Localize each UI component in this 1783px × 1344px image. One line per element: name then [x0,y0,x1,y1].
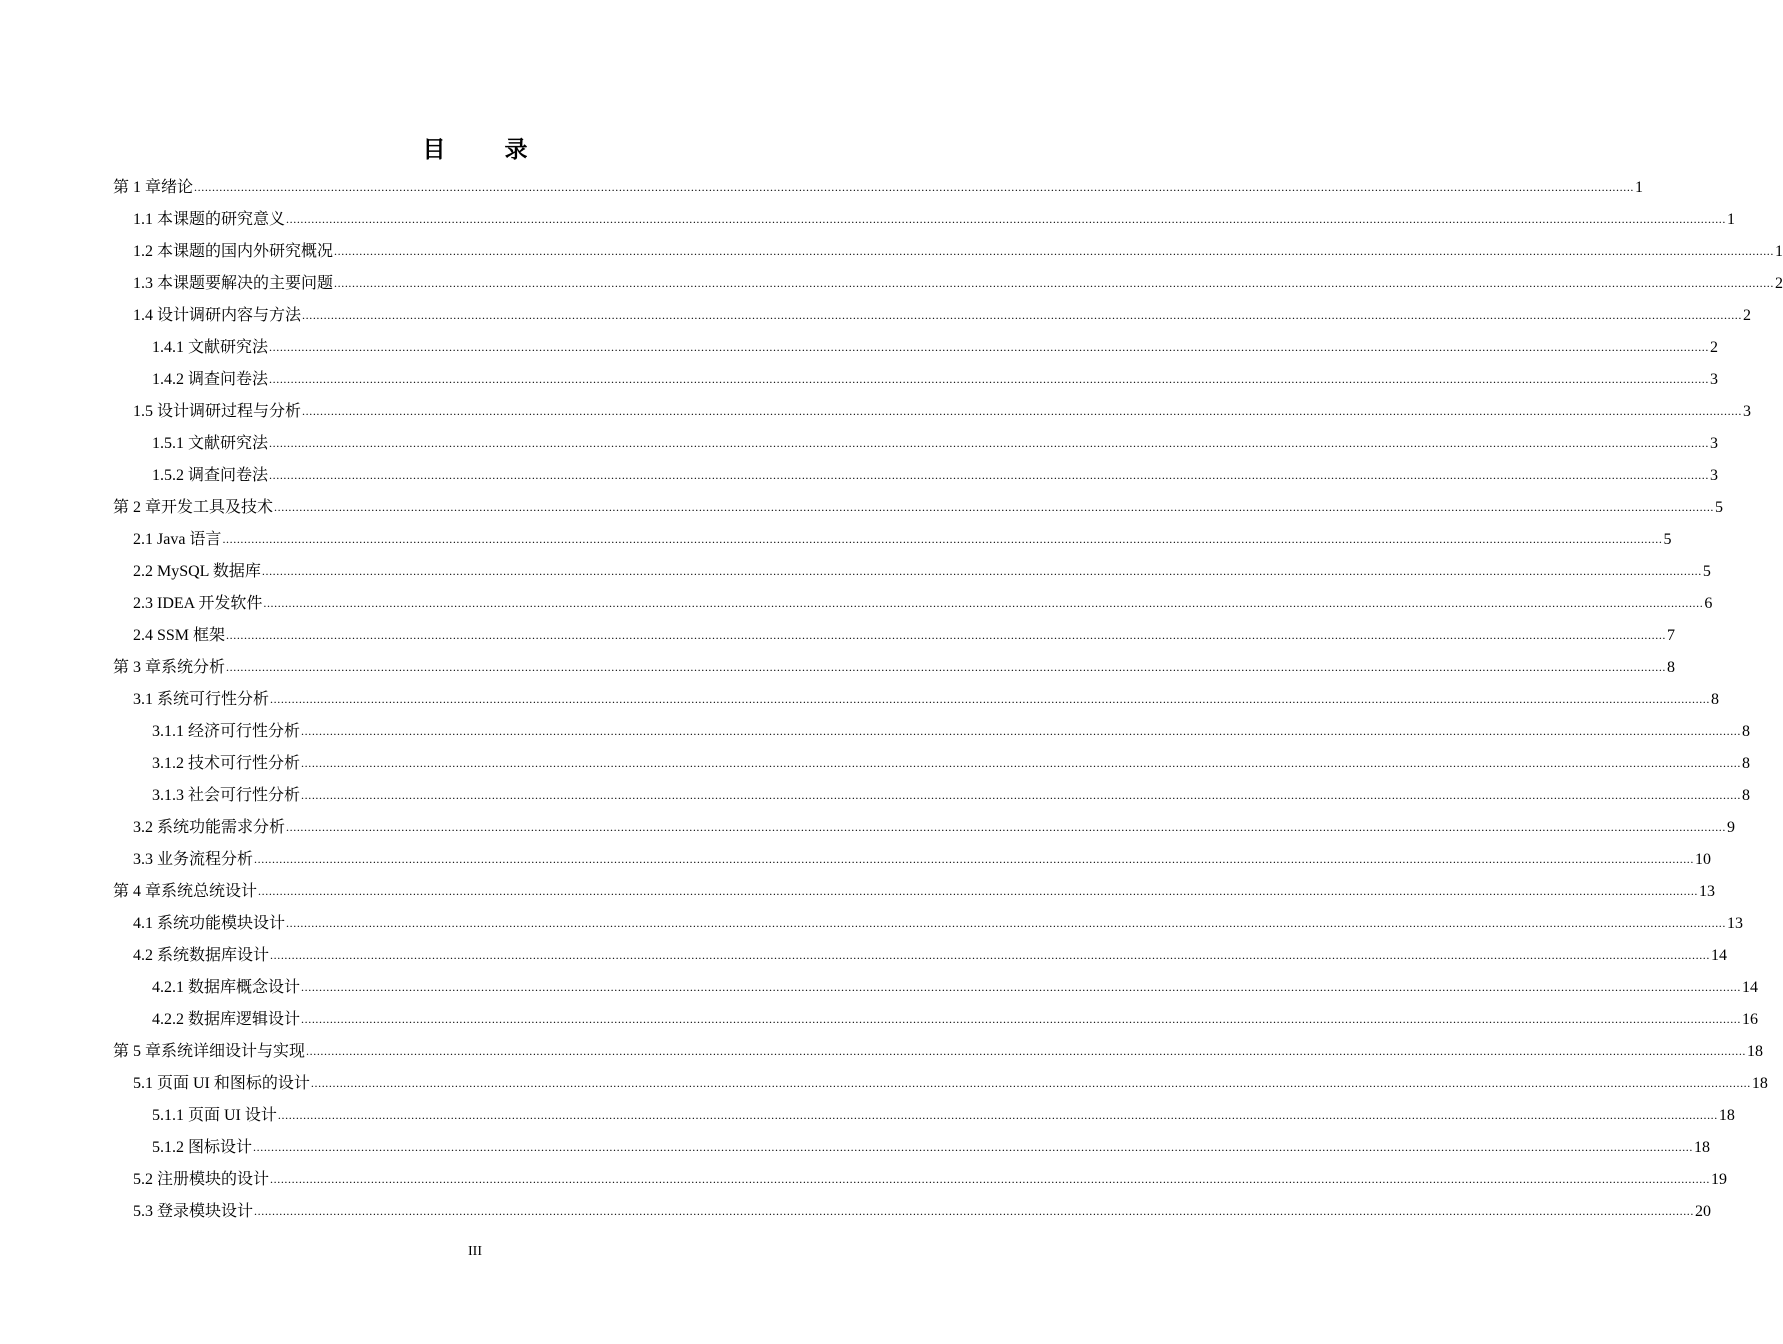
dot-leader: ................................................................................................................................................................................................................................................................................................................................................................................................................ [269,340,1710,354]
toc-entry[interactable] [113,268,1783,300]
page-number: III [468,1244,482,1259]
toc-entry-page: 2 [1775,275,1783,292]
toc-entry-title: 页面 UI 设计 [188,1107,277,1124]
toc-entry-page: 6 [1704,595,1713,612]
toc-entry[interactable] [113,460,1719,492]
toc-entry-title: MySQL 数据库 [157,563,261,580]
toc-entry-number: 2.2 [133,563,153,580]
toc-entry[interactable] [113,844,1712,876]
toc-entry-page: 1 [1635,179,1644,196]
toc-entry-number: 3.3 [133,851,153,868]
toc-entry-page: 8 [1742,755,1751,772]
toc-entry-page: 5 [1702,563,1711,580]
toc-entry-page: 3 [1710,467,1719,484]
toc-entry-page: 8 [1711,691,1720,708]
toc-entry-title: 业务流程分析 [157,851,254,868]
toc-entry[interactable] [113,876,1716,908]
dot-leader: ................................................................................................................................................................................................................................................................................................................................................................................................................ [301,788,1742,802]
toc-entry-page: 5 [1663,531,1672,548]
toc-entry-page: 14 [1711,947,1728,964]
toc-entry-page: 16 [1742,1011,1759,1028]
toc-entry-number: 2.4 [133,627,153,644]
dot-leader: ................................................................................................................................................................................................................................................................................................................................................................................................................ [222,532,1663,546]
toc-entry-number: 5.1.1 [152,1107,184,1124]
dot-leader: ................................................................................................................................................................................................................................................................................................................................................................................................................ [301,980,1742,994]
toc-entry-page: 3 [1710,435,1719,452]
toc-entry-title: 开发工具及技术 [161,499,274,516]
toc-entry-page: 1 [1775,243,1783,260]
toc-entry[interactable] [113,1164,1728,1196]
toc-entry-page: 14 [1742,979,1759,996]
toc-entry-title: 文献研究法 [188,435,269,452]
toc-entry[interactable] [113,364,1719,396]
dot-leader: ................................................................................................................................................................................................................................................................................................................................................................................................................ [334,276,1775,290]
toc-entry-page: 1 [1727,211,1736,228]
toc-entry[interactable] [113,940,1728,972]
toc-entry-title: 系统数据库设计 [157,947,270,964]
dot-leader: ................................................................................................................................................................................................................................................................................................................................................................................................................ [334,244,1775,258]
toc-entry-title: 数据库概念设计 [188,979,301,996]
toc-entry-number: 1.5 [133,403,153,420]
toc-entry-number: 1.5.1 [152,435,184,452]
dot-leader: ................................................................................................................................................................................................................................................................................................................................................................................................................ [302,308,1743,322]
toc-entry-title: 注册模块的设计 [157,1171,270,1188]
toc-entry-title: 系统总统设计 [161,883,258,900]
dot-leader: ................................................................................................................................................................................................................................................................................................................................................................................................................ [301,1012,1742,1026]
toc-entry-title: 本课题的研究意义 [157,211,286,228]
toc-entry-page: 8 [1742,723,1751,740]
toc-entry-number: 第 5 章 [113,1043,162,1060]
toc-entry-title: 本课题要解决的主要问题 [157,275,334,292]
toc-entry[interactable] [113,236,1783,268]
dot-leader: ................................................................................................................................................................................................................................................................................................................................................................................................................ [269,436,1710,450]
toc-entry-title: 系统功能模块设计 [157,915,286,932]
toc-entry-number: 1.4.2 [152,371,184,388]
toc-entry-title: IDEA 开发软件 [157,595,263,612]
dot-leader: ................................................................................................................................................................................................................................................................................................................................................................................................................ [270,692,1711,706]
toc-entry-title: 经济可行性分析 [188,723,301,740]
dot-leader: ................................................................................................................................................................................................................................................................................................................................................................................................................ [226,628,1667,642]
dot-leader: ................................................................................................................................................................................................................................................................................................................................................................................................................ [302,404,1743,418]
toc-title: 目 录 [422,137,546,162]
toc-entry[interactable] [113,1036,1764,1068]
toc-entry[interactable] [113,812,1736,844]
toc-entry-number: 3.1.1 [152,723,184,740]
toc-entry-number: 第 3 章 [113,659,162,676]
toc-entry[interactable] [113,204,1736,236]
toc-entry-number: 5.1.2 [152,1139,184,1156]
toc-entry-page: 20 [1695,1203,1712,1220]
toc-entry-page: 8 [1667,659,1676,676]
toc-entry[interactable] [113,588,1713,620]
toc-entry-page: 2 [1710,339,1719,356]
toc-entry-number: 3.1.3 [152,787,184,804]
dot-leader: ................................................................................................................................................................................................................................................................................................................................................................................................................ [194,180,1635,194]
toc-entry-title: 技术可行性分析 [188,755,301,772]
dot-leader: ................................................................................................................................................................................................................................................................................................................................................................................................................ [301,756,1742,770]
toc-entry-page: 18 [1718,1107,1735,1124]
toc-entry-number: 4.2.2 [152,1011,184,1028]
toc-entry-number: 2.3 [133,595,153,612]
toc-entry-title: 社会可行性分析 [188,787,301,804]
toc-entry-number: 5.2 [133,1171,153,1188]
toc-entry-page: 19 [1711,1171,1728,1188]
dot-leader: ................................................................................................................................................................................................................................................................................................................................................................................................................ [270,948,1711,962]
dot-leader: ................................................................................................................................................................................................................................................................................................................................................................................................................ [269,372,1710,386]
toc-entry[interactable] [113,1100,1735,1132]
toc-entry-number: 5.1 [133,1075,153,1092]
table-of-contents [113,172,1783,1228]
toc-entry-page: 10 [1695,851,1712,868]
toc-entry-number: 4.1 [133,915,153,932]
toc-entry[interactable] [113,524,1672,556]
toc-entry-number: 1.4 [133,307,153,324]
dot-leader: ................................................................................................................................................................................................................................................................................................................................................................................................................ [269,468,1710,482]
toc-entry[interactable] [113,1004,1759,1036]
toc-entry[interactable] [113,748,1751,780]
toc-entry[interactable] [113,428,1719,460]
toc-entry-number: 2.1 [133,531,153,548]
toc-entry[interactable] [113,1196,1712,1228]
toc-entry[interactable] [113,716,1751,748]
toc-entry-number: 1.2 [133,243,153,260]
toc-entry-title: 数据库逻辑设计 [188,1011,301,1028]
toc-entry-title: 系统可行性分析 [157,691,270,708]
toc-entry-number: 3.1 [133,691,153,708]
dot-leader: ................................................................................................................................................................................................................................................................................................................................................................................................................ [301,724,1742,738]
dot-leader: ................................................................................................................................................................................................................................................................................................................................................................................................................ [270,1172,1711,1186]
toc-entry-title: 调查问卷法 [188,467,269,484]
toc-entry[interactable] [113,780,1751,812]
toc-entry-page: 5 [1715,499,1724,516]
dot-leader: ................................................................................................................................................................................................................................................................................................................................................................................................................ [261,564,1702,578]
toc-entry-page: 2 [1743,307,1752,324]
dot-leader: ................................................................................................................................................................................................................................................................................................................................................................................................................ [286,820,1727,834]
toc-entry[interactable] [113,620,1676,652]
toc-entry-page: 13 [1699,883,1716,900]
dot-leader: ................................................................................................................................................................................................................................................................................................................................................................................................................ [254,852,1695,866]
dot-leader: ................................................................................................................................................................................................................................................................................................................................................................................................................ [254,1204,1695,1218]
toc-entry[interactable] [113,908,1744,940]
dot-leader: ................................................................................................................................................................................................................................................................................................................................................................................................................ [286,916,1727,930]
toc-entry[interactable] [113,972,1759,1004]
toc-entry-title: 图标设计 [188,1139,253,1156]
toc-entry-number: 1.3 [133,275,153,292]
toc-entry-number: 1.1 [133,211,153,228]
toc-entry-page: 18 [1747,1043,1764,1060]
dot-leader: ................................................................................................................................................................................................................................................................................................................................................................................................................ [258,884,1699,898]
toc-entry-number: 3.2 [133,819,153,836]
toc-entry[interactable] [113,492,1724,524]
toc-entry-number: 1.4.1 [152,339,184,356]
toc-entry-number: 第 1 章 [113,179,162,196]
toc-entry-page: 8 [1742,787,1751,804]
toc-entry[interactable] [113,172,1644,204]
toc-entry-title: 文献研究法 [188,339,269,356]
dot-leader: ................................................................................................................................................................................................................................................................................................................................................................................................................ [253,1140,1694,1154]
toc-entry-page: 18 [1694,1139,1711,1156]
toc-entry-page: 13 [1727,915,1744,932]
toc-entry[interactable] [113,684,1720,716]
toc-entry-title: 设计调研过程与分析 [157,403,302,420]
toc-entry[interactable] [113,1068,1768,1100]
toc-entry-title: 页面 UI 和图标的设计 [157,1075,310,1092]
dot-leader: ................................................................................................................................................................................................................................................................................................................................................................................................................ [286,212,1727,226]
toc-entry-title: 系统功能需求分析 [157,819,286,836]
dot-leader: ................................................................................................................................................................................................................................................................................................................................................................................................................ [226,660,1667,674]
toc-entry-number: 3.1.2 [152,755,184,772]
dot-leader: ................................................................................................................................................................................................................................................................................................................................................................................................................ [277,1108,1718,1122]
toc-entry[interactable] [113,652,1676,684]
toc-entry-title: 系统分析 [161,659,226,676]
toc-entry-title: 调查问卷法 [188,371,269,388]
toc-entry-number: 第 2 章 [113,499,162,516]
toc-entry[interactable] [113,1132,1711,1164]
toc-entry-number: 4.2.1 [152,979,184,996]
toc-entry-title: 设计调研内容与方法 [157,307,302,324]
toc-entry-title: Java 语言 [157,531,222,548]
toc-entry-title: 本课题的国内外研究概况 [157,243,334,260]
toc-entry-number: 1.5.2 [152,467,184,484]
toc-entry[interactable] [113,396,1752,428]
toc-entry-page: 9 [1727,819,1736,836]
toc-entry-page: 3 [1710,371,1719,388]
dot-leader: ................................................................................................................................................................................................................................................................................................................................................................................................................ [310,1076,1751,1090]
toc-entry[interactable] [113,332,1719,364]
toc-entry[interactable] [113,556,1711,588]
toc-entry-page: 3 [1743,403,1752,420]
toc-entry-title: 系统详细设计与实现 [161,1043,306,1060]
toc-entry-title: SSM 框架 [157,627,226,644]
toc-entry[interactable] [113,300,1752,332]
dot-leader: ................................................................................................................................................................................................................................................................................................................................................................................................................ [306,1044,1747,1058]
toc-entry-number: 5.3 [133,1203,153,1220]
toc-entry-number: 第 4 章 [113,883,162,900]
toc-entry-page: 18 [1751,1075,1768,1092]
toc-entry-page: 7 [1667,627,1676,644]
toc-entry-number: 4.2 [133,947,153,964]
toc-entry-title: 绪论 [161,179,194,196]
dot-leader: ................................................................................................................................................................................................................................................................................................................................................................................................................ [263,596,1704,610]
dot-leader: ................................................................................................................................................................................................................................................................................................................................................................................................................ [274,500,1715,514]
toc-entry-title: 登录模块设计 [157,1203,254,1220]
